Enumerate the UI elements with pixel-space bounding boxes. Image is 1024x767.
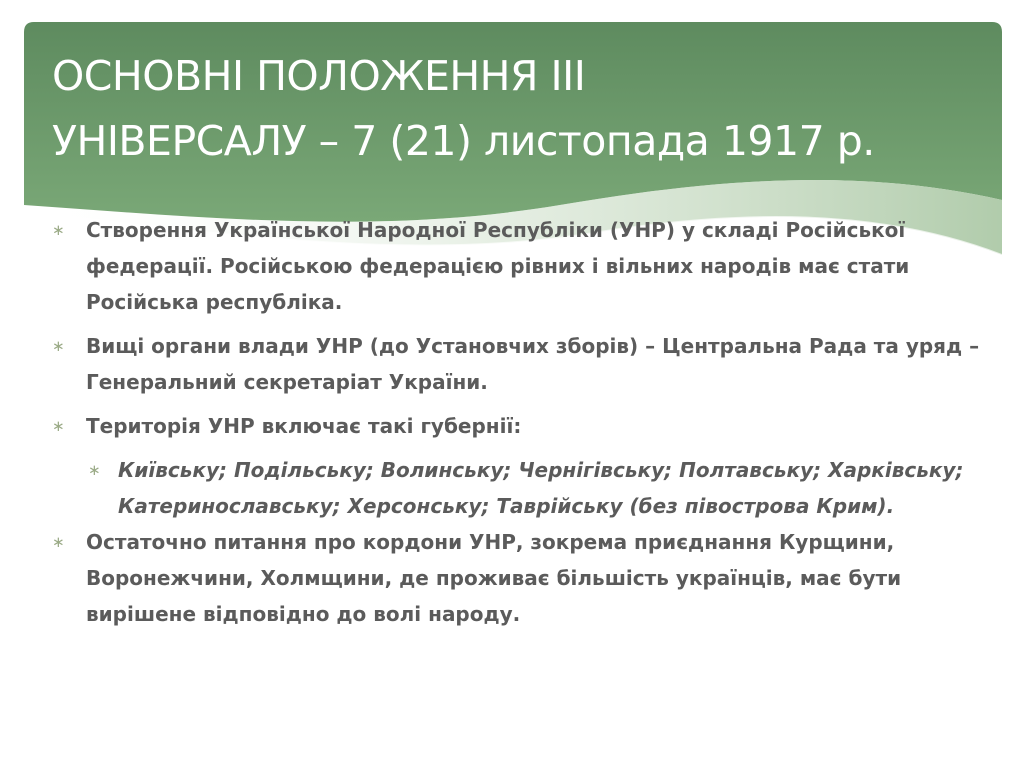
- asterisk-bullet-icon: ∗: [52, 417, 65, 435]
- slide-title: [52, 44, 1002, 174]
- list-item-text: Вищі органи влади УНР (до Установчих зборів) – Центральна Рада та уряд – Генеральний секретаріат України.: [86, 334, 980, 394]
- list-item: [52, 524, 982, 632]
- asterisk-bullet-icon: ∗: [52, 533, 65, 551]
- list-item-text: Створення Української Народної Республіки (УНР) у складі Російської федерації. Російською федерацією рівних і вільних народів має стати Російська республіка.: [86, 218, 910, 314]
- asterisk-bullet-icon: ∗: [88, 461, 101, 479]
- title-line-1: ОСНОВНІ ПОЛОЖЕННЯ ІІІ: [52, 52, 586, 100]
- list-item: [52, 328, 982, 400]
- asterisk-bullet-icon: ∗: [52, 221, 65, 239]
- sub-list-item-text: Київську; Подільську; Волинську; Чернігівську; Полтавську; Харківську; Катеринославську; Херсонську; Таврійську (без півострова Крим).: [118, 458, 964, 518]
- title-line-2: УНІВЕРСАЛУ – 7 (21) листопада 1917 р.: [52, 117, 875, 165]
- list-item-text: Територія УНР включає такі губернії:: [86, 414, 522, 438]
- list-item: [52, 212, 982, 320]
- content-list: [52, 212, 982, 640]
- list-item: [52, 408, 982, 444]
- sub-list-item: [52, 452, 982, 524]
- asterisk-bullet-icon: ∗: [52, 337, 65, 355]
- list-item-text: Остаточно питання про кордони УНР, зокрема приєднання Курщини, Воронежчини, Холмщини, де проживає більшість українців, має бути вирішене відповідно до волі народу.: [86, 530, 902, 626]
